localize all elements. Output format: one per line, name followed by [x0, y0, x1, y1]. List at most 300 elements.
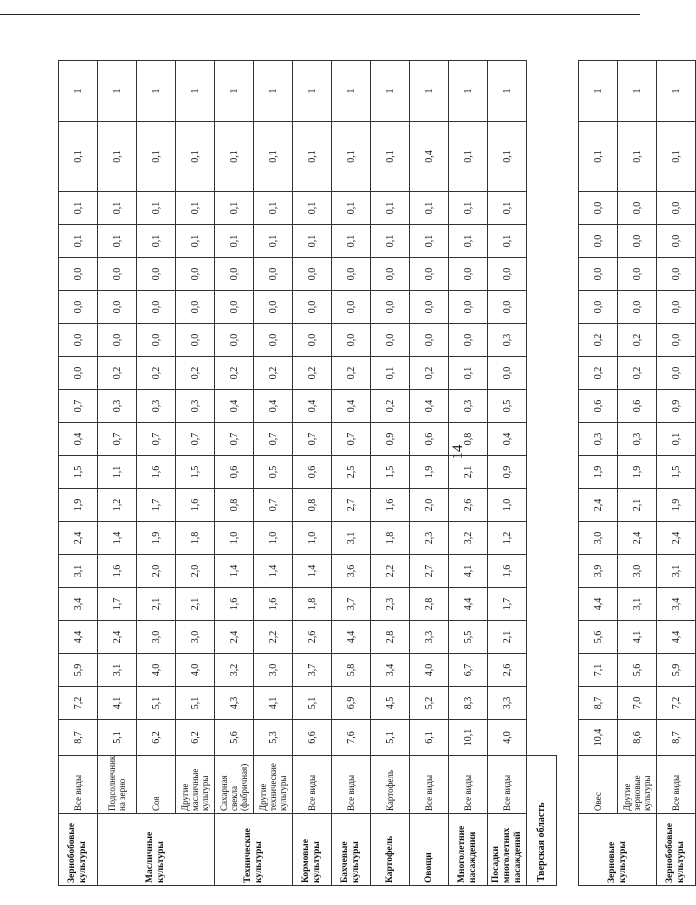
value-cell: 1,9 [618, 456, 657, 489]
value-cell: 0,0 [176, 258, 215, 291]
value-cell: 1,8 [293, 588, 332, 621]
value-cell: 0,2 [332, 357, 371, 390]
value-cell: 0,1 [449, 122, 488, 192]
value-cell: 0,0 [98, 324, 137, 357]
value-cell: 2,4 [618, 522, 657, 555]
value-cell: 0,1 [371, 122, 410, 192]
value-cell: 0,0 [176, 324, 215, 357]
value-cell: 5,1 [371, 720, 410, 756]
table-row [410, 61, 449, 886]
value-cell: 2,6 [449, 489, 488, 522]
value-cell: 1 [488, 61, 527, 122]
value-cell: 0,0 [657, 225, 696, 258]
value-cell: 1 [371, 61, 410, 122]
value-cell: 0,0 [98, 291, 137, 324]
value-cell: 0,6 [293, 456, 332, 489]
value-cell: 5,6 [215, 720, 254, 756]
value-cell: 0,0 [137, 258, 176, 291]
value-cell: 1,6 [98, 555, 137, 588]
value-cell: 0,0 [488, 258, 527, 291]
value-cell: 1 [254, 61, 293, 122]
value-cell: 5,6 [579, 621, 618, 654]
value-cell: 7,0 [618, 687, 657, 720]
value-cell: 1,9 [59, 489, 98, 522]
value-cell: 0,1 [293, 192, 332, 225]
value-cell: 6,7 [449, 654, 488, 687]
value-cell: 0,1 [488, 192, 527, 225]
value-cell: 0,3 [98, 390, 137, 423]
value-cell: 0,1 [657, 122, 696, 192]
crop-type-cell: Другие масличные культуры [176, 756, 215, 814]
crop-group-cell: Зернобобовые культуры [59, 814, 98, 886]
table-row [488, 61, 527, 886]
value-cell: 1 [59, 61, 98, 122]
value-cell: 1,9 [137, 522, 176, 555]
value-cell: 1 [215, 61, 254, 122]
value-cell: 2,5 [332, 456, 371, 489]
value-cell: 0,7 [332, 423, 371, 456]
table-row [657, 61, 696, 886]
value-cell: 2,1 [449, 456, 488, 489]
value-cell: 5,1 [137, 687, 176, 720]
value-cell: 6,9 [332, 687, 371, 720]
value-cell: 2,4 [657, 522, 696, 555]
crop-type-cell: Все виды [488, 756, 527, 814]
value-cell: 1 [176, 61, 215, 122]
value-cell: 0,7 [254, 489, 293, 522]
value-cell: 0,2 [176, 357, 215, 390]
value-cell: 4,4 [657, 621, 696, 654]
value-cell: 2,1 [176, 588, 215, 621]
region-title: Тверская область [527, 756, 557, 886]
value-cell: 0,3 [176, 390, 215, 423]
value-cell: 4,4 [332, 621, 371, 654]
table-row [449, 61, 488, 886]
page-number: 14 [450, 444, 466, 460]
value-cell: 0,4 [293, 390, 332, 423]
value-cell: 8,3 [449, 687, 488, 720]
value-cell: 4,4 [59, 621, 98, 654]
table-row [293, 61, 332, 886]
value-cell: 6,2 [176, 720, 215, 756]
value-cell: 0,1 [410, 225, 449, 258]
spacer-cell [557, 61, 579, 886]
value-cell: 0,0 [657, 291, 696, 324]
table-row [371, 61, 410, 886]
value-cell: 2,4 [579, 489, 618, 522]
value-cell: 0,9 [371, 423, 410, 456]
value-cell: 0,0 [579, 192, 618, 225]
value-cell: 2,4 [215, 621, 254, 654]
value-cell: 0,4 [215, 390, 254, 423]
value-cell: 1 [137, 61, 176, 122]
value-cell: 0,1 [488, 122, 527, 192]
value-cell: 1,6 [137, 456, 176, 489]
value-cell: 5,9 [657, 654, 696, 687]
value-cell: 0,0 [488, 357, 527, 390]
value-cell: 8,7 [579, 687, 618, 720]
value-cell: 0,2 [254, 357, 293, 390]
value-cell: 0,2 [579, 324, 618, 357]
crop-type-cell: Другие зерновые культуры [618, 756, 657, 814]
value-cell: 0,8 [293, 489, 332, 522]
value-cell: 2,7 [332, 489, 371, 522]
value-cell: 3,0 [176, 621, 215, 654]
value-cell: 0,0 [579, 225, 618, 258]
value-cell: 2,2 [254, 621, 293, 654]
crop-group-cell: Зернобобовые культуры [657, 814, 696, 886]
value-cell: 1,6 [488, 555, 527, 588]
value-cell: 1,0 [215, 522, 254, 555]
value-cell: 0,0 [59, 258, 98, 291]
value-cell: 0,6 [215, 456, 254, 489]
value-cell: 4,0 [410, 654, 449, 687]
value-cell: 0,9 [488, 456, 527, 489]
value-cell: 0,4 [254, 390, 293, 423]
value-cell: 1,7 [98, 588, 137, 621]
value-cell: 0,1 [371, 192, 410, 225]
crop-type-cell: Картофель [371, 756, 410, 814]
crop-type-cell: Овес [579, 756, 618, 814]
value-cell: 1,4 [215, 555, 254, 588]
value-cell: 8,6 [618, 720, 657, 756]
value-cell: 1 [293, 61, 332, 122]
value-cell: 1 [410, 61, 449, 122]
value-cell: 0,0 [59, 291, 98, 324]
value-cell: 3,4 [371, 654, 410, 687]
value-cell: 8,7 [657, 720, 696, 756]
value-cell: 3,3 [410, 621, 449, 654]
value-cell: 0,1 [410, 192, 449, 225]
value-cell: 2,8 [371, 621, 410, 654]
value-cell: 0,1 [293, 225, 332, 258]
value-cell: 0,4 [59, 423, 98, 456]
value-cell: 1,2 [98, 489, 137, 522]
value-cell: 0,1 [215, 225, 254, 258]
value-cell: 0,7 [293, 423, 332, 456]
value-cell: 8,7 [59, 720, 98, 756]
value-cell: 0,1 [137, 122, 176, 192]
value-cell: 2,1 [488, 621, 527, 654]
value-cell: 0,0 [449, 258, 488, 291]
value-cell: 0,3 [488, 324, 527, 357]
yield-table [58, 60, 696, 886]
value-cell: 1,7 [488, 588, 527, 621]
crop-group-cell: Картофель [371, 814, 410, 886]
value-cell: 0,0 [371, 291, 410, 324]
value-cell: 0,0 [657, 357, 696, 390]
value-cell: 4,4 [449, 588, 488, 621]
value-cell: 3,1 [618, 588, 657, 621]
region-blank [527, 61, 557, 756]
value-cell: 6,2 [137, 720, 176, 756]
value-cell: 0,4 [410, 122, 449, 192]
value-cell: 10,4 [579, 720, 618, 756]
value-cell: 4,0 [137, 654, 176, 687]
value-cell: 0,0 [293, 324, 332, 357]
crop-group-cell: Технические культуры [215, 814, 293, 886]
value-cell: 0,0 [137, 324, 176, 357]
value-cell: 0,0 [332, 291, 371, 324]
value-cell: 0,2 [98, 357, 137, 390]
value-cell: 1,4 [98, 522, 137, 555]
crop-type-cell: Сахарная свекла (фабричная) [215, 756, 254, 814]
value-cell: 0,1 [215, 192, 254, 225]
crop-type-cell: Соя [137, 756, 176, 814]
value-cell: 2,4 [59, 522, 98, 555]
value-cell: 1 [618, 61, 657, 122]
value-cell: 0,6 [410, 423, 449, 456]
value-cell: 5,1 [293, 687, 332, 720]
value-cell: 0,1 [137, 225, 176, 258]
crop-type-cell: Все виды [449, 756, 488, 814]
value-cell: 0,1 [176, 225, 215, 258]
value-cell: 0,7 [176, 423, 215, 456]
value-cell: 2,0 [410, 489, 449, 522]
value-cell: 3,4 [657, 588, 696, 621]
value-cell: 0,0 [449, 291, 488, 324]
value-cell: 1,5 [657, 456, 696, 489]
value-cell: 0,7 [215, 423, 254, 456]
value-cell: 0,0 [657, 192, 696, 225]
value-cell: 1,1 [98, 456, 137, 489]
value-cell: 1,0 [293, 522, 332, 555]
crop-type-cell: Другие технические культуры [254, 756, 293, 814]
value-cell: 0,2 [618, 324, 657, 357]
value-cell: 0,5 [488, 390, 527, 423]
value-cell: 3,1 [657, 555, 696, 588]
table-row [98, 61, 137, 886]
value-cell: 1,6 [254, 588, 293, 621]
value-cell: 0,1 [332, 122, 371, 192]
value-cell: 0,0 [332, 258, 371, 291]
value-cell: 0,1 [449, 357, 488, 390]
value-cell: 4,1 [98, 687, 137, 720]
value-cell: 0,0 [657, 258, 696, 291]
value-cell: 0,1 [332, 225, 371, 258]
table-row [254, 61, 293, 886]
value-cell: 3,7 [332, 588, 371, 621]
value-cell: 0,0 [618, 291, 657, 324]
rotated-table-wrapper [58, 62, 686, 886]
value-cell: 0,4 [488, 423, 527, 456]
value-cell: 10,1 [449, 720, 488, 756]
value-cell: 0,1 [59, 225, 98, 258]
value-cell: 3,0 [579, 522, 618, 555]
value-cell: 0,1 [176, 122, 215, 192]
value-cell: 5,6 [618, 654, 657, 687]
value-cell: 0,8 [449, 423, 488, 456]
value-cell: 7,1 [579, 654, 618, 687]
crop-group-cell: Кормовые культуры [293, 814, 332, 886]
value-cell: 0,3 [618, 423, 657, 456]
value-cell: 1,6 [371, 489, 410, 522]
value-cell: 0,0 [215, 324, 254, 357]
crop-type-cell: Все виды [293, 756, 332, 814]
crop-group-cell: Зерновые культуры [579, 814, 657, 886]
value-cell: 0,2 [618, 357, 657, 390]
value-cell: 3,0 [618, 555, 657, 588]
value-cell: 2,8 [410, 588, 449, 621]
value-cell: 0,0 [293, 291, 332, 324]
value-cell: 3,0 [137, 621, 176, 654]
value-cell: 2,3 [410, 522, 449, 555]
value-cell: 3,3 [488, 687, 527, 720]
value-cell: 0,1 [176, 192, 215, 225]
value-cell: 5,3 [254, 720, 293, 756]
value-cell: 0,0 [410, 291, 449, 324]
crop-group-cell: Овощи [410, 814, 449, 886]
value-cell: 1 [449, 61, 488, 122]
value-cell: 2,0 [137, 555, 176, 588]
value-cell: 5,1 [176, 687, 215, 720]
value-cell: 5,2 [410, 687, 449, 720]
value-cell: 0,5 [254, 456, 293, 489]
page-top-rule [0, 14, 640, 15]
value-cell: 0,0 [59, 357, 98, 390]
value-cell: 0,1 [371, 225, 410, 258]
value-cell: 1,5 [59, 456, 98, 489]
value-cell: 3,0 [254, 654, 293, 687]
spacer-row [557, 61, 579, 886]
value-cell: 1,8 [176, 522, 215, 555]
value-cell: 0,0 [579, 291, 618, 324]
value-cell: 1,4 [293, 555, 332, 588]
value-cell: 0,0 [618, 258, 657, 291]
value-cell: 0,2 [410, 357, 449, 390]
table-row [176, 61, 215, 886]
value-cell: 1,9 [579, 456, 618, 489]
value-cell: 4,4 [579, 588, 618, 621]
value-cell: 0,0 [332, 324, 371, 357]
table-row [618, 61, 657, 886]
table-row [215, 61, 254, 886]
value-cell: 0,7 [59, 390, 98, 423]
crop-type-cell: Все виды [410, 756, 449, 814]
value-cell: 0,6 [579, 390, 618, 423]
value-cell: 2,1 [618, 489, 657, 522]
value-cell: 0,1 [488, 225, 527, 258]
value-cell: 1 [579, 61, 618, 122]
value-cell: 2,1 [137, 588, 176, 621]
value-cell: 1,2 [488, 522, 527, 555]
value-cell: 0,0 [371, 324, 410, 357]
value-cell: 0,0 [410, 324, 449, 357]
value-cell: 0,4 [332, 390, 371, 423]
value-cell: 7,2 [59, 687, 98, 720]
value-cell: 0,2 [293, 357, 332, 390]
value-cell: 0,0 [410, 258, 449, 291]
value-cell: 6,1 [410, 720, 449, 756]
value-cell: 0,0 [293, 258, 332, 291]
value-cell: 0,2 [371, 390, 410, 423]
value-cell: 2,2 [371, 555, 410, 588]
value-cell: 3,9 [579, 555, 618, 588]
value-cell: 0,1 [98, 192, 137, 225]
table-row [579, 61, 618, 886]
value-cell: 0,1 [59, 122, 98, 192]
value-cell: 6,6 [293, 720, 332, 756]
value-cell: 3,1 [98, 654, 137, 687]
value-cell: 2,3 [371, 588, 410, 621]
value-cell: 2,6 [488, 654, 527, 687]
value-cell: 0,7 [254, 423, 293, 456]
crop-type-cell: Все виды [332, 756, 371, 814]
table-row [137, 61, 176, 886]
crop-group-cell: Масличные культуры [98, 814, 215, 886]
value-cell: 0,1 [449, 225, 488, 258]
crop-group-cell: Многолетние насаждения [449, 814, 488, 886]
table-body [59, 61, 696, 886]
value-cell: 5,5 [449, 621, 488, 654]
value-cell: 1 [657, 61, 696, 122]
value-cell: 0,2 [579, 357, 618, 390]
value-cell: 5,1 [98, 720, 137, 756]
value-cell: 0,1 [254, 122, 293, 192]
value-cell: 0,1 [98, 225, 137, 258]
value-cell: 1,6 [176, 489, 215, 522]
value-cell: 0,0 [215, 291, 254, 324]
value-cell: 3,1 [59, 555, 98, 588]
value-cell: 0,0 [618, 225, 657, 258]
value-cell: 0,0 [59, 324, 98, 357]
value-cell: 0,0 [449, 324, 488, 357]
value-cell: 0,1 [579, 122, 618, 192]
value-cell: 0,1 [98, 122, 137, 192]
value-cell: 1,9 [657, 489, 696, 522]
value-cell: 0,3 [449, 390, 488, 423]
value-cell: 2,7 [410, 555, 449, 588]
value-cell: 0,3 [579, 423, 618, 456]
value-cell: 0,1 [137, 192, 176, 225]
value-cell: 0,0 [215, 258, 254, 291]
value-cell: 0,1 [254, 225, 293, 258]
value-cell: 0,1 [449, 192, 488, 225]
table-row [59, 61, 98, 886]
value-cell: 0,1 [293, 122, 332, 192]
value-cell: 0,0 [618, 192, 657, 225]
value-cell: 1 [98, 61, 137, 122]
value-cell: 0,0 [371, 258, 410, 291]
value-cell: 4,1 [618, 621, 657, 654]
value-cell: 0,0 [657, 324, 696, 357]
value-cell: 0,1 [215, 122, 254, 192]
crop-group-cell: Посадки многолетних насаждений [488, 814, 527, 886]
value-cell: 0,1 [254, 192, 293, 225]
value-cell: 0,2 [137, 357, 176, 390]
value-cell: 3,7 [293, 654, 332, 687]
value-cell: 2,6 [293, 621, 332, 654]
value-cell: 0,2 [215, 357, 254, 390]
value-cell: 0,0 [98, 258, 137, 291]
value-cell: 0,7 [98, 423, 137, 456]
value-cell: 0,7 [137, 423, 176, 456]
value-cell: 0,3 [137, 390, 176, 423]
value-cell: 1,5 [176, 456, 215, 489]
value-cell: 3,4 [59, 588, 98, 621]
value-cell: 7,2 [657, 687, 696, 720]
value-cell: 4,0 [488, 720, 527, 756]
value-cell: 0,1 [618, 122, 657, 192]
value-cell: 1,7 [137, 489, 176, 522]
value-cell: 0,9 [657, 390, 696, 423]
value-cell: 3,2 [449, 522, 488, 555]
value-cell: 1,0 [254, 522, 293, 555]
value-cell: 0,0 [254, 291, 293, 324]
value-cell: 0,0 [176, 291, 215, 324]
crop-type-cell: Все виды [657, 756, 696, 814]
value-cell: 3,6 [332, 555, 371, 588]
